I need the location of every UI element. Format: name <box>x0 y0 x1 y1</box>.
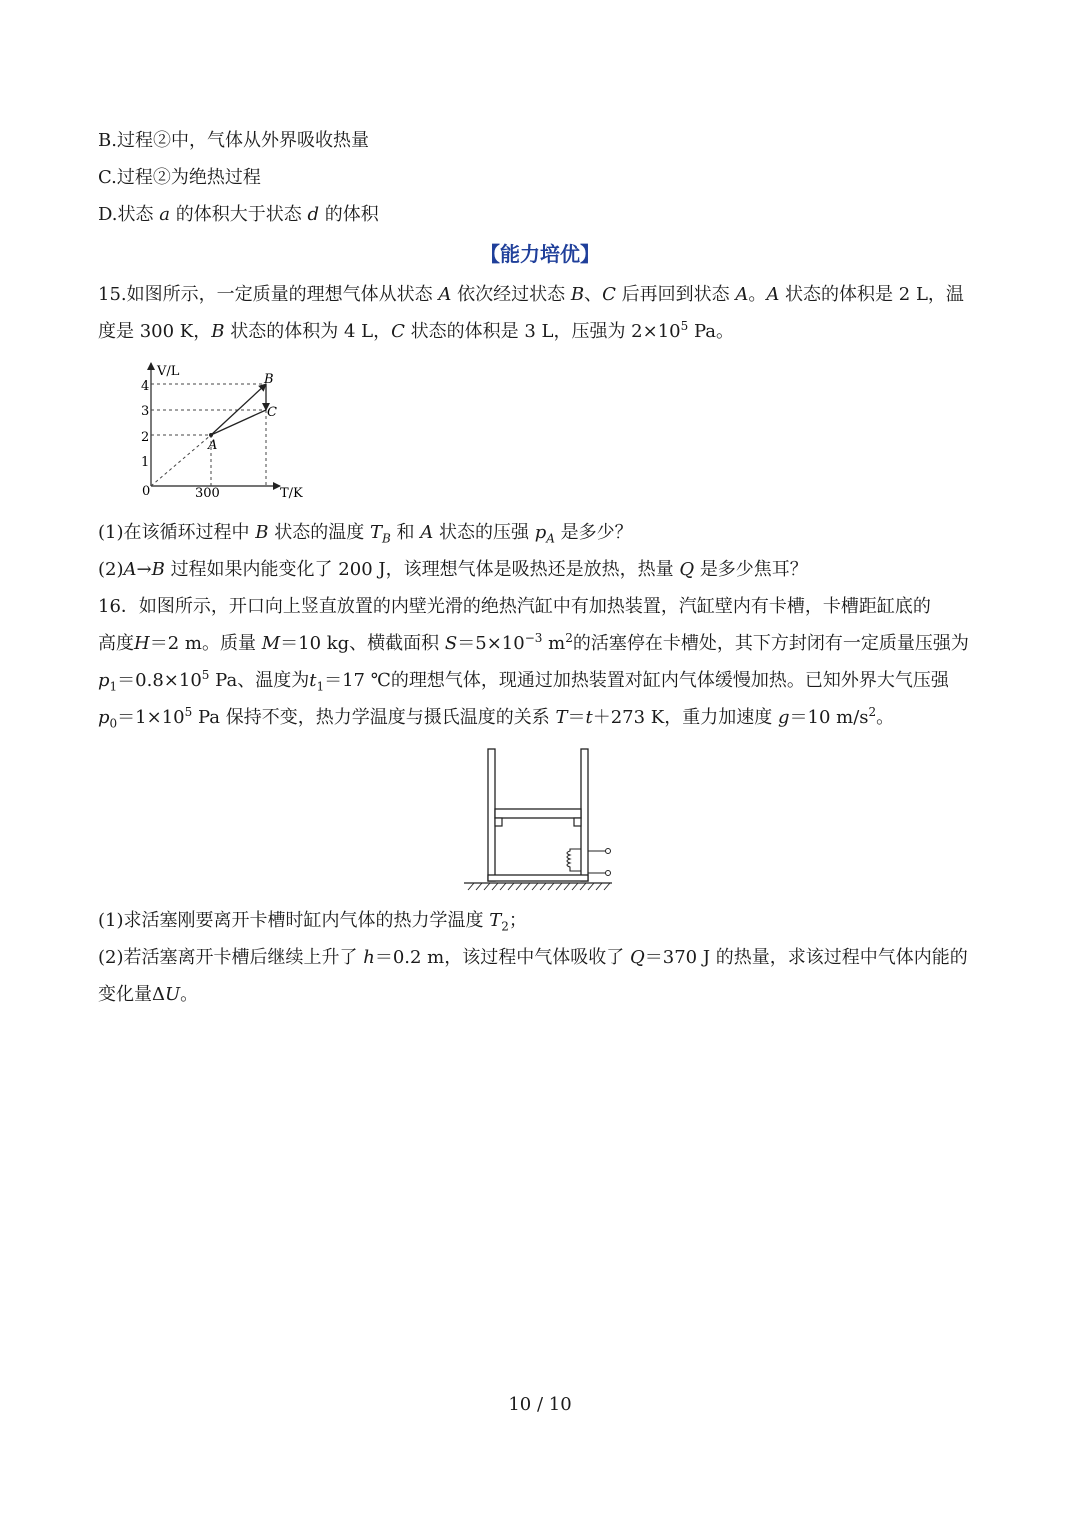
point-b-label: B <box>264 372 274 387</box>
y-tick-2: 2 <box>141 430 150 445</box>
q15-line-1: 15.如图所示，一定质量的理想气体从状态 A 依次经过状态 B、C 后再回到状态 A。A 状态的体积是 2 L，温 <box>98 284 964 305</box>
cylinder-diagram <box>460 745 620 895</box>
page-number: 10 / 10 <box>508 1394 572 1415</box>
point-a-label: A <box>208 438 218 453</box>
y-tick-3: 3 <box>141 404 150 419</box>
q16-line-3: $p_1=0.8\times 10^5$ Pa、温度为$t_1=17$ ℃的理想气体，现通过加热装置对缸内气体缓慢加热。已知外界大气压强 <box>98 668 949 694</box>
slot-left <box>495 818 502 826</box>
slot-right <box>574 818 581 826</box>
heater-coil <box>567 849 581 871</box>
y-axis-label: V/L <box>157 364 180 379</box>
guide-origin <box>151 435 211 486</box>
point-a-dot <box>209 433 213 437</box>
process-c-to-a <box>211 410 266 435</box>
option-d: D.状态 a 的体积大于状态 d 的体积 <box>98 204 379 225</box>
cylinder-bottom <box>488 875 588 881</box>
cylinder-left-wall <box>488 749 495 881</box>
x-axis-label: T/K <box>280 486 303 501</box>
y-tick-1: 1 <box>141 455 150 470</box>
vt-chart <box>130 355 320 505</box>
q16-line-1: 16．如图所示，开口向上竖直放置的内壁光滑的绝热汽缸中有加热装置，汽缸壁内有卡槽，卡槽距缸底的 <box>98 596 931 617</box>
x-tick-300: 300 <box>195 486 220 501</box>
q15-sub-2: (2)A→B 过程如果内能变化了 200 J，该理想气体是吸热还是放热，热量 Q 是多少焦耳？ <box>98 559 808 580</box>
option-c: C.过程②为绝热过程 <box>98 167 261 188</box>
q16-sub-2: (2)若活塞离开卡槽后继续上升了 h＝0.2 m，该过程中气体吸收了 Q＝370 J 的热量，求该过程中气体内能的 <box>98 947 968 968</box>
q16-sub-2-cont: 变化量ΔU。 <box>98 984 199 1005</box>
terminal-bottom <box>606 871 611 876</box>
origin-label: 0 <box>142 484 151 499</box>
terminal-top <box>606 849 611 854</box>
q16-sub-1: (1)求活塞刚要离开卡槽时缸内气体的热力学温度 $T_2$； <box>98 910 527 934</box>
option-b: B.过程②中，气体从外界吸收热量 <box>98 130 369 151</box>
point-c-label: C <box>267 405 277 420</box>
ground-hatch <box>468 883 610 890</box>
q15-sub-1: (1)在该循环过程中 B 状态的温度 $T_B$ 和 A 状态的压强 $p_A$ 是多少？ <box>98 522 633 546</box>
piston <box>495 809 581 818</box>
q16-line-2: 高度H＝2 m。质量 M＝10 kg、横截面积 $S=5\times 10^{-3}$ $m^2$的活塞停在卡槽处，其下方封闭有一定质量压强为 <box>98 631 969 654</box>
y-tick-4: 4 <box>141 379 150 394</box>
section-title: 【能力培优】 <box>480 242 600 266</box>
q16-line-4: $p_0=1\times 10^5$ Pa 保持不变，热力学温度与摄氏温度的关系 T＝t＋273 K，重力加速度 g＝10 $m/s^2$。 <box>98 705 895 731</box>
q15-line-2: 度是 300 K，B 状态的体积为 4 L，C 状态的体积是 3 L，压强为 $2\times 10^5$ Pa。 <box>98 319 735 342</box>
cylinder-right-wall <box>581 749 588 881</box>
